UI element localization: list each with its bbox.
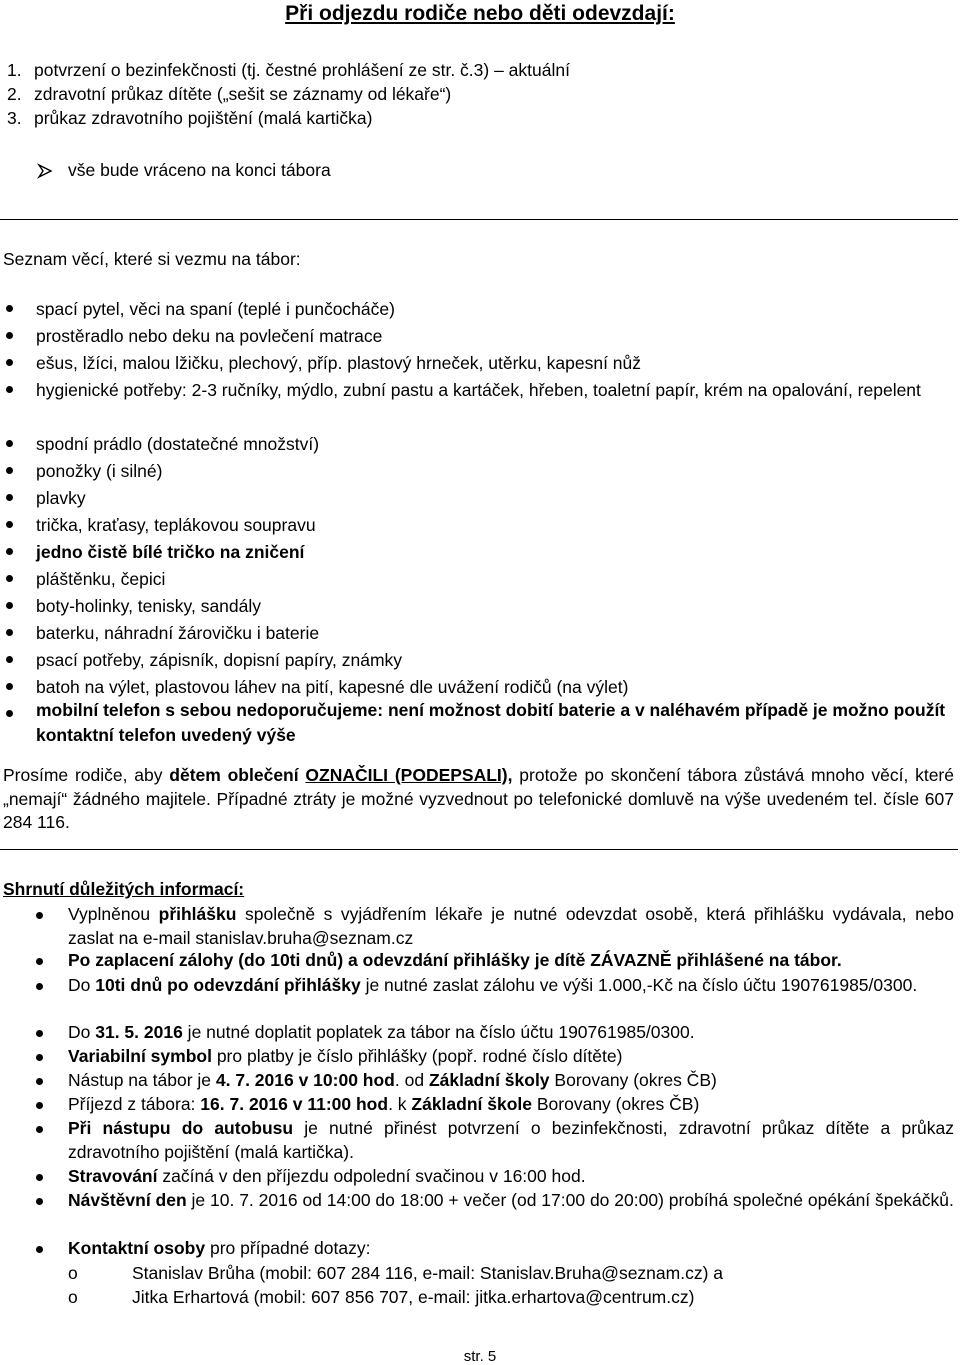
list-item: pláštěnku, čepici bbox=[36, 569, 166, 589]
contact-marker: o bbox=[68, 1263, 78, 1283]
bullet-icon bbox=[6, 332, 13, 339]
list-item: plavky bbox=[36, 488, 86, 508]
list-item: ponožky (i silné) bbox=[36, 461, 163, 481]
summary-item: Příjezd z tábora: 16. 7. 2016 v 11:00 hod. k Základní škole Borovany (okres ČB) bbox=[68, 1094, 700, 1114]
bullet-icon bbox=[36, 1078, 43, 1085]
bullet-icon bbox=[36, 1174, 43, 1181]
notice-paragraph: Prosíme rodiče, aby dětem oblečení OZNAČILI (PODEPSALI), protože po skončení tábora zůstává mnoho věcí, které „nemají“ žádného majitele. Případné ztráty je možné vyzvednout po telefonické domluvě na výše uvedeném tel. čísle 607 284 116. bbox=[3, 765, 954, 832]
bullet-icon bbox=[6, 575, 13, 582]
bullet-icon bbox=[6, 440, 13, 447]
bullet-icon bbox=[36, 1198, 43, 1205]
summary-item: Při nástupu do autobusu je nutné přinést potvrzení o bezinfekčnosti, zdravotní průkaz dítěte a průkaz zdravotního pojištění (malá kartička). bbox=[68, 1118, 954, 1162]
bullet-icon bbox=[6, 521, 13, 528]
bullet-icon bbox=[6, 683, 13, 690]
bullet-icon bbox=[36, 1126, 43, 1133]
contact-item: Stanislav Brůha (mobil: 607 284 116, e-mail: Stanislav.Bruha@seznam.cz) a bbox=[132, 1263, 724, 1283]
bullet-icon bbox=[6, 602, 13, 609]
return-note: vše bude vráceno na konci tábora bbox=[68, 160, 331, 180]
list-item: spací pytel, věci na spaní (teplé i punčocháče) bbox=[36, 299, 395, 319]
page-title: Při odjezdu rodiče nebo děti odevzdají: bbox=[285, 2, 675, 25]
bullet-icon bbox=[36, 1102, 43, 1109]
summary-item: Variabilní symbol pro platby je číslo přihlášky (popř. rodné číslo dítěte) bbox=[68, 1046, 623, 1066]
list-item: prostěradlo nebo deku na povlečení matrace bbox=[36, 326, 383, 346]
bullet-icon bbox=[36, 1054, 43, 1061]
bullet-icon bbox=[36, 958, 43, 965]
summary-item: Návštěvní den je 10. 7. 2016 od 14:00 do 18:00 + večer (od 17:00 do 20:00) probíhá společné opékání špekáčků. bbox=[68, 1190, 954, 1210]
list-heading: Seznam věcí, které si vezmu na tábor: bbox=[3, 249, 301, 269]
summary-item: Nástup na tábor je 4. 7. 2016 v 10:00 hod. od Základní školy Borovany (okres ČB) bbox=[68, 1070, 717, 1090]
summary-item: Po zaplacení zálohy (do 10ti dnů) a odevzdání přihlášky je dítě ZÁVAZNĚ přihlášené na tábor. bbox=[68, 950, 842, 970]
summary-item: Do 10ti dnů po odevzdání přihlášky je nutné zaslat zálohu ve výši 1.000,-Kč na číslo účtu 190761985/0300. bbox=[68, 975, 918, 995]
bullet-icon bbox=[6, 386, 13, 393]
list-item: trička, kraťasy, teplákovou soupravu bbox=[36, 515, 316, 535]
list-item: hygienické potřeby: 2-3 ručníky, mýdlo, zubní pastu a kartáček, hřeben, toaletní papír, krém na opalování, repelent bbox=[36, 380, 921, 400]
list-item: boty-holinky, tenisky, sandály bbox=[36, 596, 262, 616]
contact-marker: o bbox=[68, 1287, 78, 1307]
page-number: str. 5 bbox=[463, 1348, 497, 1365]
bullet-icon bbox=[6, 359, 13, 366]
bullet-icon bbox=[36, 912, 43, 919]
contact-item: Jitka Erhartová (mobil: 607 856 707, e-mail: jitka.erhartova@centrum.cz) bbox=[132, 1287, 695, 1307]
list-item: ešus, lžíci, malou lžičku, plechový, příp. plastový hrneček, utěrku, kapesní nůž bbox=[36, 353, 642, 373]
list-item: mobilní telefon s sebou nedoporučujeme: není možnost dobití baterie a v naléhavém případě je možno použít kontaktní telefon uvedený výše bbox=[36, 700, 946, 745]
bullet-icon bbox=[6, 629, 13, 636]
bullet-icon bbox=[6, 494, 13, 501]
divider bbox=[0, 219, 958, 220]
document-item-3: 3. průkaz zdravotního pojištění (malá kartička) bbox=[7, 108, 373, 128]
bullet-icon bbox=[6, 467, 13, 474]
bullet-icon bbox=[6, 305, 13, 312]
bullet-icon bbox=[36, 1246, 43, 1253]
divider bbox=[0, 849, 958, 850]
list-item: psací potřeby, zápisník, dopisní papíry, známky bbox=[36, 650, 403, 670]
summary-item: Stravování začíná v den příjezdu odpolední svačinou v 16:00 hod. bbox=[68, 1166, 586, 1186]
summary-item: Do 31. 5. 2016 je nutné doplatit poplatek za tábor na číslo účtu 190761985/0300. bbox=[68, 1022, 695, 1042]
list-item: batoh na výlet, plastovou láhev na pití, kapesné dle uvážení rodičů (na výlet) bbox=[36, 677, 629, 697]
list-item: baterku, náhradní žárovičku i baterie bbox=[36, 623, 320, 643]
summary-heading: Shrnutí důležitých informací: bbox=[3, 879, 245, 899]
document-item-1: 1. potvrzení o bezinfekčnosti (tj. čestné prohlášení ze str. č.3) – aktuální bbox=[7, 60, 570, 80]
bullet-icon bbox=[36, 983, 43, 990]
list-item: spodní prádlo (dostatečné množství) bbox=[36, 434, 320, 454]
summary-item: Kontaktní osoby pro případné dotazy: bbox=[68, 1238, 371, 1258]
bullet-icon bbox=[36, 1030, 43, 1037]
bullet-icon bbox=[6, 656, 13, 663]
bullet-icon bbox=[6, 710, 13, 717]
arrow-bullet-icon bbox=[37, 163, 53, 179]
summary-item: Vyplněnou přihlášku společně s vyjádřením lékaře je nutné odevzdat osobě, která přihlášku vydávala, nebo zaslat na e-mail stanislav.bruha@seznam.cz bbox=[68, 904, 954, 948]
list-item: jedno čistě bílé tričko na zničení bbox=[36, 542, 305, 562]
bullet-icon bbox=[6, 548, 13, 555]
document-item-2: 2. zdravotní průkaz dítěte („sešit se záznamy od lékaře“) bbox=[7, 84, 452, 104]
